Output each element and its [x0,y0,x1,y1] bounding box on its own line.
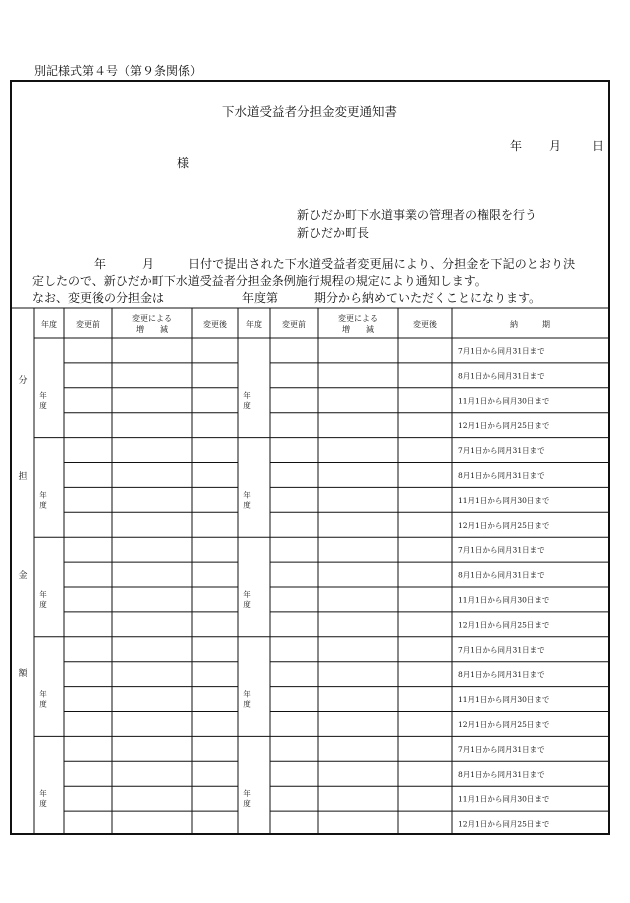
payment-period: 7月1日から同月31日まで [458,346,545,356]
payment-period: 8月1日から同月31日まで [458,670,545,680]
payment-period: 8月1日から同月31日まで [458,570,545,580]
date-month: 月 [549,139,562,153]
payment-period: 7月1日から同月31日まで [458,744,545,754]
year-label-left: 年 [39,689,47,699]
sender-line-2: 新ひだか町長 [297,226,370,240]
year-label-left: 年 [39,789,47,799]
body-line-1-text: 日付で提出された下水道受益者変更届により、分担金を下記のとおり決 [188,257,576,271]
date-year: 年 [510,139,523,153]
body-line-3-c: 期分から納めていただくことになります。 [314,291,542,305]
year-label-right: 年 [243,390,251,400]
year-label-left: 年 [39,390,47,400]
header-nendo-right: 年度 [246,320,262,329]
payment-period: 12月1日から同月25日まで [458,819,550,829]
side-label-char: 金 [18,571,28,581]
header-change-left: 変更による [132,314,172,323]
year-label-left: 年 [39,589,47,599]
body-line-2: 定したので、新ひだか町下水道受益者分担金条例施行規程の規定により通知します。 [32,274,487,288]
payment-period: 7月1日から同月31日まで [458,446,545,456]
year-label-right-2: 度 [243,400,251,410]
payment-period: 12月1日から同月25日まで [458,520,550,530]
body-line-3-b: 年度第 [242,291,279,305]
body-line-3-a: なお、変更後の分担金は [32,291,165,305]
year-label-left-2: 度 [39,500,47,510]
amount-table [12,82,608,833]
header-after-right: 変更後 [413,320,437,329]
side-label-char: 額 [18,669,28,679]
year-label-left-2: 度 [39,599,47,609]
header-change-right: 変更による [338,314,378,323]
payment-period: 11月1日から同月30日まで [458,695,550,705]
sender-line-1: 新ひだか町下水道事業の管理者の権限を行う [297,208,538,222]
year-label-right-2: 度 [243,699,251,709]
form-number-label: 別記様式第４号（第９条関係） [34,64,203,78]
document-title: 下水道受益者分担金変更通知書 [222,104,398,119]
date-day: 日 [592,139,605,153]
body-year: 年 [94,257,107,271]
header-nouki: 納 期 [510,320,550,329]
side-label-char: 分 [18,376,28,386]
payment-period: 7月1日から同月31日まで [458,545,545,555]
header-after-left: 変更後 [203,320,227,329]
payment-period: 8月1日から同月31日まで [458,371,545,381]
year-label-right-2: 度 [243,799,251,809]
notice-frame [10,80,610,835]
year-label-left-2: 度 [39,400,47,410]
payment-period: 11月1日から同月30日まで [458,595,550,605]
payment-period: 7月1日から同月31日まで [458,645,545,655]
payment-period: 8月1日から同月31日まで [458,470,545,480]
year-label-right: 年 [243,589,251,599]
year-label-right: 年 [243,490,251,500]
header-before-right: 変更前 [282,320,306,329]
year-label-right-2: 度 [243,599,251,609]
year-label-left-2: 度 [39,699,47,709]
header-before-left: 変更前 [76,320,100,329]
header-change-left-2: 増 減 [136,325,168,334]
payment-period: 12月1日から同月25日まで [458,421,550,431]
payment-period: 11月1日から同月30日まで [458,396,550,406]
payment-period: 12月1日から同月25日まで [458,719,550,729]
payment-period: 11月1日から同月30日まで [458,794,550,804]
year-label-right: 年 [243,789,251,799]
header-nendo-left: 年度 [41,320,57,329]
body-month: 月 [142,257,155,271]
payment-period: 8月1日から同月31日まで [458,769,545,779]
recipient-suffix: 様 [177,156,190,170]
year-label-right: 年 [243,689,251,699]
side-label-char: 担 [18,472,28,482]
header-change-right-2: 増 減 [342,325,374,334]
year-label-left: 年 [39,490,47,500]
payment-period: 12月1日から同月25日まで [458,620,550,630]
payment-period: 11月1日から同月30日まで [458,495,550,505]
year-label-right-2: 度 [243,500,251,510]
year-label-left-2: 度 [39,799,47,809]
